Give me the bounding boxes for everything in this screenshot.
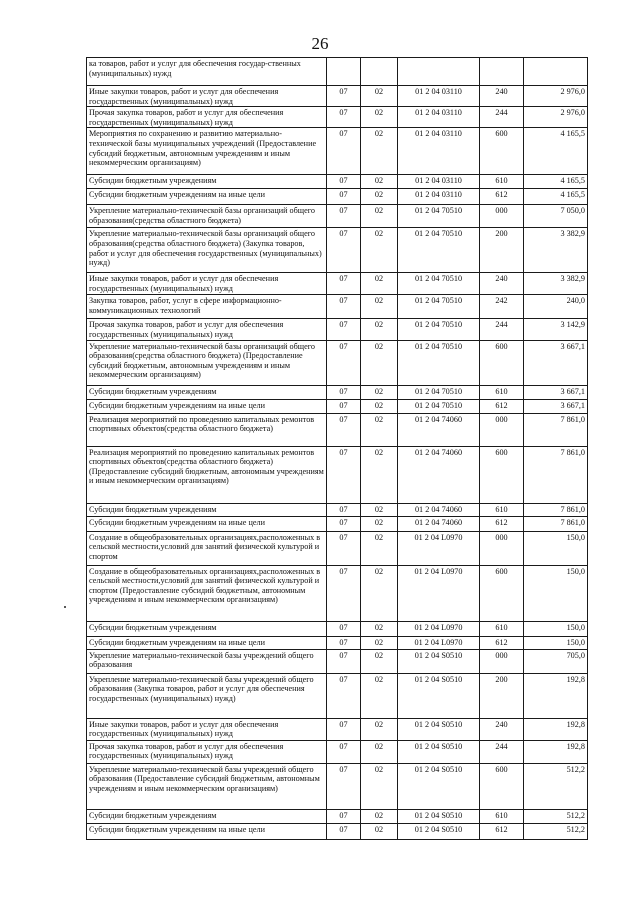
expense-type-cell: 600 [480, 763, 524, 809]
expense-type-cell: 000 [480, 205, 524, 228]
section-code-cell: 07 [327, 319, 361, 340]
expense-name-cell: Укрепление материально-технической базы организаций общего образования(средства областного бюджета) (Предоставление субсидий бюджетным, автономным учреждениям и иным некоммерческим организациям) [87, 340, 327, 385]
expense-name-cell: Иные закупки товаров, работ и услуг для обеспечения государственных (муниципальных) нужд [87, 86, 327, 107]
table-row [87, 649, 588, 673]
amount-cell: 7 861,0 [524, 503, 588, 516]
expense-name-cell: Субсидии бюджетным учреждениям на иные цели [87, 823, 327, 839]
table-row [87, 107, 588, 128]
section-code-cell: 07 [327, 189, 361, 205]
expense-name-cell: Иные закупки товаров, работ и услуг для обеспечения государственных (муниципальных) нужд [87, 273, 327, 295]
subsection-code-cell: 02 [361, 565, 398, 621]
section-code-cell: 07 [327, 107, 361, 128]
target-article-cell: 01 2 04 74060 [398, 446, 480, 503]
section-code-cell: 07 [327, 823, 361, 839]
table-row [87, 503, 588, 516]
expense-name-cell: Укрепление материально-технической базы организаций общего образования(средства областного бюджета) (Закупка товаров, работ и услуг для обеспечения государственных (муниципальных) нужд) [87, 228, 327, 273]
amount-cell: 3 382,9 [524, 273, 588, 295]
amount-cell: 192,8 [524, 673, 588, 718]
amount-cell: 3 142,9 [524, 319, 588, 340]
expense-type-cell: 244 [480, 740, 524, 763]
target-article-cell: 01 2 04 74060 [398, 413, 480, 446]
target-article-cell: 01 2 04 L0970 [398, 531, 480, 565]
subsection-code-cell: 02 [361, 740, 398, 763]
section-code-cell: 07 [327, 273, 361, 295]
expense-type-cell [480, 58, 524, 86]
section-code-cell: 07 [327, 205, 361, 228]
section-code-cell [327, 58, 361, 86]
subsection-code-cell: 02 [361, 531, 398, 565]
subsection-code-cell: 02 [361, 319, 398, 340]
section-code-cell: 07 [327, 516, 361, 531]
subsection-code-cell: 02 [361, 107, 398, 128]
expense-type-cell: 240 [480, 86, 524, 107]
target-article-cell: 01 2 04 S0510 [398, 673, 480, 718]
expense-name-cell: Субсидии бюджетным учреждениям на иные цели [87, 399, 327, 413]
table-row [87, 295, 588, 319]
subsection-code-cell: 02 [361, 718, 398, 740]
target-article-cell: 01 2 04 L0970 [398, 565, 480, 621]
expense-name-cell: Субсидии бюджетным учреждениям [87, 621, 327, 636]
amount-cell: 7 861,0 [524, 516, 588, 531]
expense-type-cell: 200 [480, 673, 524, 718]
section-code-cell: 07 [327, 809, 361, 823]
expense-name-cell: Субсидии бюджетным учреждениям [87, 385, 327, 399]
table-row [87, 86, 588, 107]
target-article-cell: 01 2 04 70510 [398, 228, 480, 273]
scan-mark [64, 606, 66, 608]
target-article-cell: 01 2 04 S0510 [398, 649, 480, 673]
subsection-code-cell: 02 [361, 295, 398, 319]
target-article-cell: 01 2 04 L0970 [398, 621, 480, 636]
amount-cell [524, 58, 588, 86]
amount-cell: 7 861,0 [524, 446, 588, 503]
section-code-cell: 07 [327, 531, 361, 565]
subsection-code-cell: 02 [361, 128, 398, 175]
expense-type-cell: 610 [480, 175, 524, 189]
expense-type-cell: 600 [480, 446, 524, 503]
subsection-code-cell: 02 [361, 621, 398, 636]
expense-type-cell: 200 [480, 228, 524, 273]
expense-type-cell: 000 [480, 649, 524, 673]
target-article-cell: 01 2 04 S0510 [398, 763, 480, 809]
subsection-code-cell: 02 [361, 823, 398, 839]
subsection-code-cell: 02 [361, 385, 398, 399]
expense-name-cell: Прочая закупка товаров, работ и услуг для обеспечения государственных (муниципальных) нужд [87, 319, 327, 340]
subsection-code-cell: 02 [361, 86, 398, 107]
section-code-cell: 07 [327, 503, 361, 516]
table-row [87, 531, 588, 565]
amount-cell: 150,0 [524, 565, 588, 621]
table-row [87, 823, 588, 839]
target-article-cell: 01 2 04 74060 [398, 503, 480, 516]
target-article-cell [398, 58, 480, 86]
table-row [87, 446, 588, 503]
expense-type-cell: 244 [480, 319, 524, 340]
amount-cell: 2 976,0 [524, 86, 588, 107]
target-article-cell: 01 2 04 S0510 [398, 823, 480, 839]
section-code-cell: 07 [327, 649, 361, 673]
section-code-cell: 07 [327, 673, 361, 718]
amount-cell: 3 667,1 [524, 399, 588, 413]
budget-table [86, 57, 588, 840]
expense-name-cell: Мероприятия по сохранению и развитию материально-технической базы муниципальных учреждений (Предоставление субсидий бюджетным, автономным учреждениям и иным некоммерческим организациям) [87, 128, 327, 175]
target-article-cell: 01 2 04 70510 [398, 399, 480, 413]
section-code-cell: 07 [327, 718, 361, 740]
amount-cell: 7 861,0 [524, 413, 588, 446]
table-row [87, 809, 588, 823]
subsection-code-cell: 02 [361, 175, 398, 189]
expense-type-cell: 000 [480, 413, 524, 446]
expense-type-cell: 600 [480, 565, 524, 621]
amount-cell: 2 976,0 [524, 107, 588, 128]
section-code-cell: 07 [327, 228, 361, 273]
subsection-code-cell: 02 [361, 228, 398, 273]
table-row [87, 516, 588, 531]
section-code-cell: 07 [327, 128, 361, 175]
section-code-cell: 07 [327, 340, 361, 385]
section-code-cell: 07 [327, 446, 361, 503]
subsection-code-cell: 02 [361, 340, 398, 385]
table-row [87, 340, 588, 385]
expense-name-cell: Субсидии бюджетным учреждениям [87, 175, 327, 189]
target-article-cell: 01 2 04 74060 [398, 516, 480, 531]
target-article-cell: 01 2 04 03110 [398, 86, 480, 107]
expense-type-cell: 240 [480, 718, 524, 740]
amount-cell: 150,0 [524, 621, 588, 636]
table-row [87, 413, 588, 446]
expense-type-cell: 600 [480, 128, 524, 175]
target-article-cell: 01 2 04 70510 [398, 295, 480, 319]
table-row [87, 673, 588, 718]
expense-name-cell: Субсидии бюджетным учреждениям [87, 809, 327, 823]
expense-name-cell: Субсидии бюджетным учреждениям [87, 503, 327, 516]
expense-name-cell: Прочая закупка товаров, работ и услуг для обеспечения государственных (муниципальных) нужд [87, 740, 327, 763]
section-code-cell: 07 [327, 385, 361, 399]
expense-name-cell: Укрепление материально-технической базы учреждений общего образования [87, 649, 327, 673]
target-article-cell: 01 2 04 S0510 [398, 740, 480, 763]
expense-type-cell: 242 [480, 295, 524, 319]
target-article-cell: 01 2 04 70510 [398, 273, 480, 295]
target-article-cell: 01 2 04 L0970 [398, 636, 480, 649]
table-row [87, 128, 588, 175]
subsection-code-cell: 02 [361, 636, 398, 649]
expense-type-cell: 600 [480, 340, 524, 385]
target-article-cell: 01 2 04 70510 [398, 385, 480, 399]
expense-type-cell: 000 [480, 531, 524, 565]
amount-cell: 4 165,5 [524, 128, 588, 175]
expense-name-cell: Иные закупки товаров, работ и услуг для обеспечения государственных (муниципальных) нужд [87, 718, 327, 740]
subsection-code-cell: 02 [361, 189, 398, 205]
expense-name-cell: Закупка товаров, работ, услуг в сфере информационно-коммуникационных технологий [87, 295, 327, 319]
expense-name-cell: Реализация мероприятий по проведению капитальных ремонтов спортивных объектов(средства областного бюджета) (Предоставление субсидий бюджетным, автономным учреждениям и иным некоммерческим организациям) [87, 446, 327, 503]
expense-name-cell: Укрепление материально-технической базы учреждений общего образования (Закупка товаров, работ и услуг для обеспечения государственных (муниципальных) нужд) [87, 673, 327, 718]
target-article-cell: 01 2 04 S0510 [398, 718, 480, 740]
subsection-code-cell: 02 [361, 413, 398, 446]
table-row [87, 58, 588, 86]
expense-type-cell: 612 [480, 636, 524, 649]
expense-name-cell: Укрепление материально-технической базы организаций общего образования(средства областного бюджета) [87, 205, 327, 228]
amount-cell: 3 382,9 [524, 228, 588, 273]
table-row [87, 718, 588, 740]
expense-type-cell: 612 [480, 823, 524, 839]
table-row [87, 205, 588, 228]
subsection-code-cell: 02 [361, 516, 398, 531]
amount-cell: 512,2 [524, 823, 588, 839]
target-article-cell: 01 2 04 70510 [398, 340, 480, 385]
section-code-cell: 07 [327, 621, 361, 636]
expense-type-cell: 240 [480, 273, 524, 295]
amount-cell: 150,0 [524, 636, 588, 649]
subsection-code-cell: 02 [361, 763, 398, 809]
section-code-cell: 07 [327, 86, 361, 107]
expense-type-cell: 610 [480, 385, 524, 399]
expense-name-cell: Субсидии бюджетным учреждениям на иные цели [87, 516, 327, 531]
subsection-code-cell: 02 [361, 446, 398, 503]
subsection-code-cell: 02 [361, 399, 398, 413]
expense-name-cell: Создание в общеобразовательных организациях,расположенных в сельской местности,условий для занятий физической культурой и спортом (Предоставление субсидий бюджетным, автономным учреждениям и иным некоммерческим организациям) [87, 565, 327, 621]
target-article-cell: 01 2 04 03110 [398, 107, 480, 128]
expense-type-cell: 610 [480, 503, 524, 516]
table-row [87, 636, 588, 649]
table-row [87, 273, 588, 295]
amount-cell: 3 667,1 [524, 385, 588, 399]
amount-cell: 150,0 [524, 531, 588, 565]
amount-cell: 240,0 [524, 295, 588, 319]
expense-type-cell: 612 [480, 399, 524, 413]
expense-name-cell: Создание в общеобразовательных организациях,расположенных в сельской местности,условий для занятий физической культурой и спортом [87, 531, 327, 565]
budget-table-body [87, 58, 588, 840]
expense-name-cell: ка товаров, работ и услуг для обеспечения государ-ственных (муниципальных) нужд [87, 58, 327, 86]
section-code-cell: 07 [327, 413, 361, 446]
amount-cell: 4 165,5 [524, 189, 588, 205]
section-code-cell: 07 [327, 295, 361, 319]
target-article-cell: 01 2 04 S0510 [398, 809, 480, 823]
expense-type-cell: 612 [480, 189, 524, 205]
table-row [87, 319, 588, 340]
section-code-cell: 07 [327, 636, 361, 649]
table-row [87, 621, 588, 636]
section-code-cell: 07 [327, 399, 361, 413]
table-row [87, 565, 588, 621]
amount-cell: 192,8 [524, 740, 588, 763]
section-code-cell: 07 [327, 763, 361, 809]
subsection-code-cell: 02 [361, 205, 398, 228]
table-row [87, 399, 588, 413]
table-row [87, 189, 588, 205]
subsection-code-cell [361, 58, 398, 86]
expense-type-cell: 612 [480, 516, 524, 531]
table-row [87, 385, 588, 399]
table-row [87, 228, 588, 273]
expense-name-cell: Реализация мероприятий по проведению капитальных ремонтов спортивных объектов(средства областного бюджета) [87, 413, 327, 446]
section-code-cell: 07 [327, 175, 361, 189]
amount-cell: 4 165,5 [524, 175, 588, 189]
expense-type-cell: 610 [480, 621, 524, 636]
expense-type-cell: 244 [480, 107, 524, 128]
expense-name-cell: Укрепление материально-технической базы учреждений общего образования (Предоставление субсидий бюджетным, автономным учреждениям и иным некоммерческим организациям) [87, 763, 327, 809]
page-number: 26 [311, 34, 329, 53]
target-article-cell: 01 2 04 03110 [398, 128, 480, 175]
amount-cell: 7 050,0 [524, 205, 588, 228]
target-article-cell: 01 2 04 03110 [398, 189, 480, 205]
expense-name-cell: Субсидии бюджетным учреждениям на иные цели [87, 189, 327, 205]
section-code-cell: 07 [327, 565, 361, 621]
amount-cell: 512,2 [524, 763, 588, 809]
table-row [87, 175, 588, 189]
amount-cell: 192,8 [524, 718, 588, 740]
subsection-code-cell: 02 [361, 649, 398, 673]
table-row [87, 740, 588, 763]
expense-name-cell: Прочая закупка товаров, работ и услуг для обеспечения государственных (муниципальных) нужд [87, 107, 327, 128]
target-article-cell: 01 2 04 03110 [398, 175, 480, 189]
subsection-code-cell: 02 [361, 273, 398, 295]
subsection-code-cell: 02 [361, 503, 398, 516]
amount-cell: 3 667,1 [524, 340, 588, 385]
table-row [87, 763, 588, 809]
subsection-code-cell: 02 [361, 809, 398, 823]
target-article-cell: 01 2 04 70510 [398, 319, 480, 340]
target-article-cell: 01 2 04 70510 [398, 205, 480, 228]
amount-cell: 705,0 [524, 649, 588, 673]
expense-name-cell: Субсидии бюджетным учреждениям на иные цели [87, 636, 327, 649]
subsection-code-cell: 02 [361, 673, 398, 718]
amount-cell: 512,2 [524, 809, 588, 823]
section-code-cell: 07 [327, 740, 361, 763]
expense-type-cell: 610 [480, 809, 524, 823]
